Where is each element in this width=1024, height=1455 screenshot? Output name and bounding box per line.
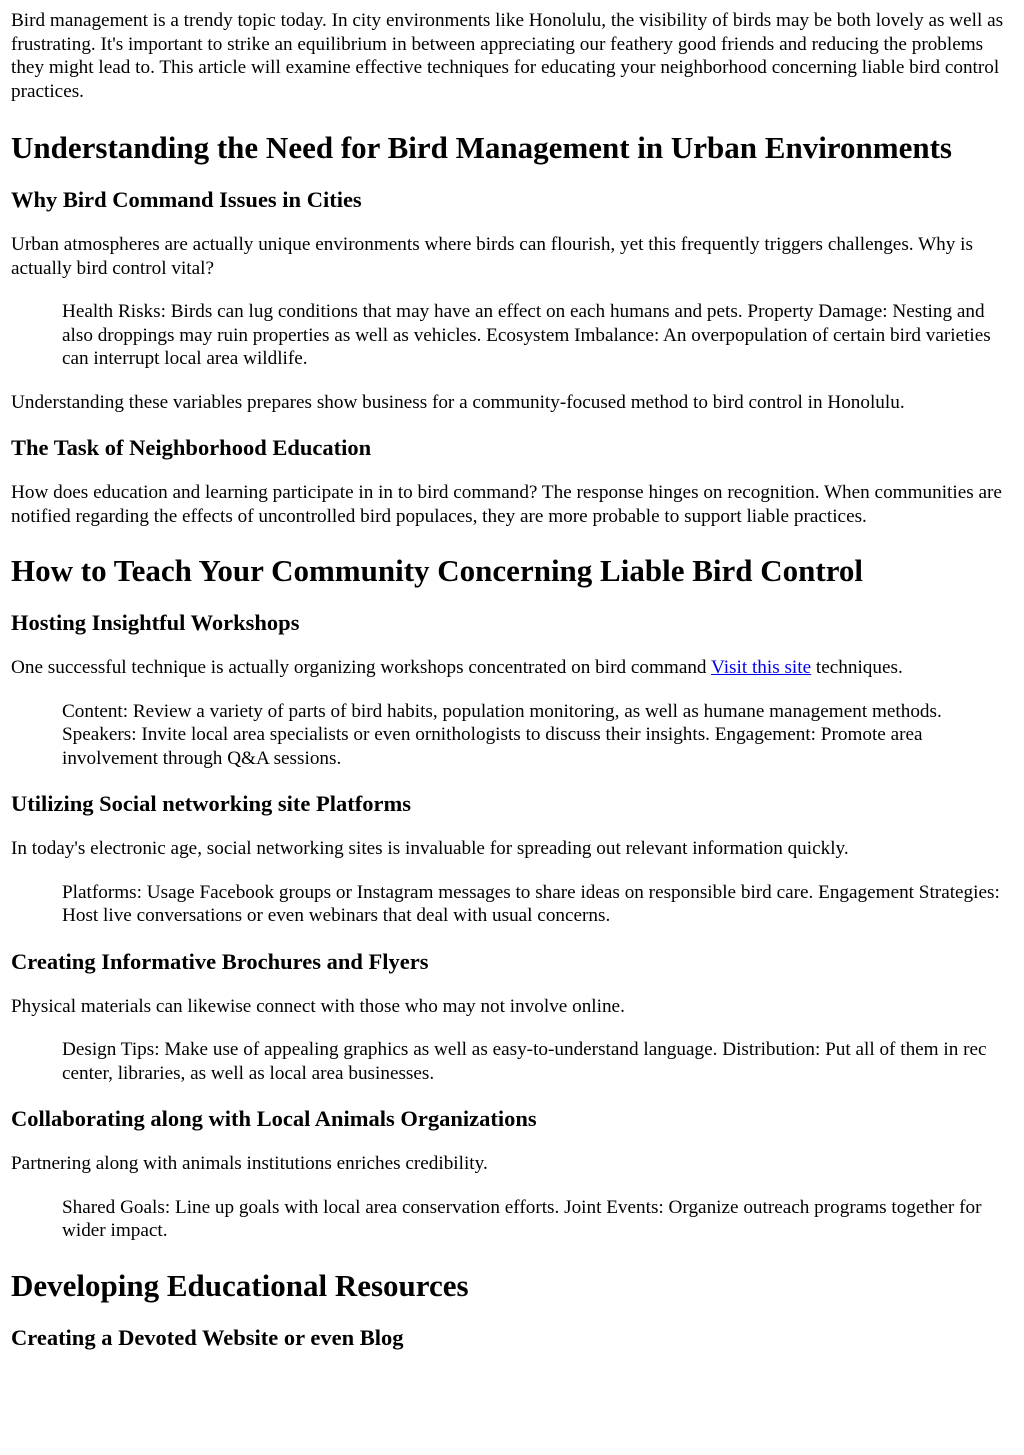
section-title-urban: Understanding the Need for Bird Management in Urban Environments xyxy=(11,130,952,165)
section-title-resources: Developing Educational Resources xyxy=(11,1267,469,1303)
heading-website-blog: Creating a Devoted Website or even Blog xyxy=(11,1324,404,1350)
paragraph-brochures: Physical materials can likewise connect with those who may not involve online. xyxy=(11,995,625,1017)
workshops-text-after: techniques. xyxy=(811,657,903,678)
paragraph-collaborating: Partnering along with animals institutions enriches credibility. xyxy=(11,1153,488,1174)
visit-this-site-link[interactable]: Visit this site xyxy=(710,657,812,678)
heading-brochures: Creating Informative Brochures and Flyers xyxy=(11,948,429,974)
section-title-teach: How to Teach Your Community Concerning Liable Bird Control xyxy=(11,553,864,588)
paragraph-understanding-variables: Understanding these variables prepares show business for a community-focused method to bird control in Honolulu. xyxy=(11,391,905,413)
article xyxy=(0,9,1024,1351)
blockquote-brochures: Design Tips: Make use of appealing graphics as well as easy-to-understand language. Distribution: Put all of them in rec center, libraries, as well as local area businesses. xyxy=(62,1039,987,1084)
blockquote-workshops: Content: Review a variety of parts of bird habits, population monitoring, as well as humane management methods. Speakers: Invite local area specialists or even ornithologists to discuss their insights. Engagement: Promote area involvement through Q&A sessions. xyxy=(62,700,942,769)
blockquote-social-networking: Platforms: Usage Facebook groups or Instagram messages to share ideas on responsible bird care. Engagement Strategies: Host live conversations or even webinars that deal with usual concerns. xyxy=(62,881,1000,926)
paragraph-workshops xyxy=(11,656,1013,680)
paragraph-why-bird-command: Urban atmospheres are actually unique environments where birds can flourish, yet this frequently triggers challenges. Why is actually bird control vital? xyxy=(11,234,973,279)
workshops-text-before: One successful technique is actually organizing workshops concentrated on bird command xyxy=(11,657,711,678)
paragraph-neighborhood-education: How does education and learning participate in in to bird command? The response hinges on recognition. When communities are notified regarding the effects of uncontrolled bird populaces, they are more probable to support liable practices. xyxy=(11,482,1002,527)
heading-neighborhood-education: The Task of Neighborhood Education xyxy=(11,435,372,460)
heading-collaborating: Collaborating along with Local Animals Organizations xyxy=(11,1106,537,1131)
paragraph-social-networking: In today's electronic age, social networking sites is invaluable for spreading out relevant information quickly. xyxy=(11,838,849,859)
heading-workshops: Hosting Insightful Workshops xyxy=(11,610,300,635)
heading-social-networking: Utilizing Social networking site Platforms xyxy=(11,791,411,816)
intro-paragraph: Bird management is a trendy topic today. In city environments like Honolulu, the visibility of birds may be both lovely as well as frustrating. It's important to strike an equilibrium in between appreciating our feathery good friends and reducing the problems they might lead to. This article will examine effective techniques for educating your neighborhood concerning liable bird control practices. xyxy=(11,10,1004,102)
heading-why-bird-command: Why Bird Command Issues in Cities xyxy=(11,187,362,212)
blockquote-risks: Health Risks: Birds can lug conditions that may have an effect on each humans and pets. Property Damage: Nesting and also droppings may ruin properties as well as vehicles. Ecosystem Imbalance: An overpopulation of certain bird varieties can interrupt local area wildlife. xyxy=(62,301,991,369)
blockquote-collaborating: Shared Goals: Line up goals with local area conservation efforts. Joint Events: Organize outreach programs together for wider impact. xyxy=(62,1196,982,1241)
